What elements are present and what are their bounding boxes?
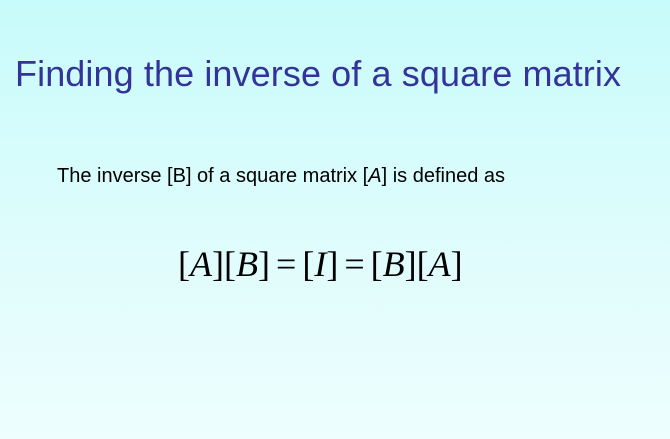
definition-prefix: The inverse [B] of a square matrix [ bbox=[57, 165, 369, 187]
bracket-close: ] bbox=[404, 244, 417, 284]
definition-suffix: ] is defined as bbox=[381, 165, 506, 187]
bracket-open: [ bbox=[302, 244, 315, 284]
bracket-close: ] bbox=[258, 244, 270, 284]
bracket-open: [ bbox=[224, 244, 236, 284]
equation-var-a: A bbox=[190, 244, 212, 284]
inverse-equation bbox=[178, 243, 463, 285]
bracket-open: [ bbox=[178, 244, 190, 284]
definition-text bbox=[57, 165, 505, 188]
matrix-variable: A bbox=[368, 165, 382, 187]
bracket-close: ] bbox=[326, 244, 339, 284]
bracket-close: ] bbox=[450, 244, 463, 284]
bracket-open: [ bbox=[370, 244, 383, 284]
bracket-open: [ bbox=[416, 244, 429, 284]
equals-sign: = bbox=[344, 244, 365, 284]
equals-sign: = bbox=[276, 244, 297, 284]
bracket-close: ] bbox=[212, 244, 224, 284]
equation-var-b: B bbox=[236, 244, 258, 284]
equation-var-b: B bbox=[382, 244, 405, 284]
equation-var-i: I bbox=[314, 244, 327, 284]
slide-title: Finding the inverse of a square matrix bbox=[15, 53, 622, 94]
equation-var-a: A bbox=[428, 244, 451, 284]
